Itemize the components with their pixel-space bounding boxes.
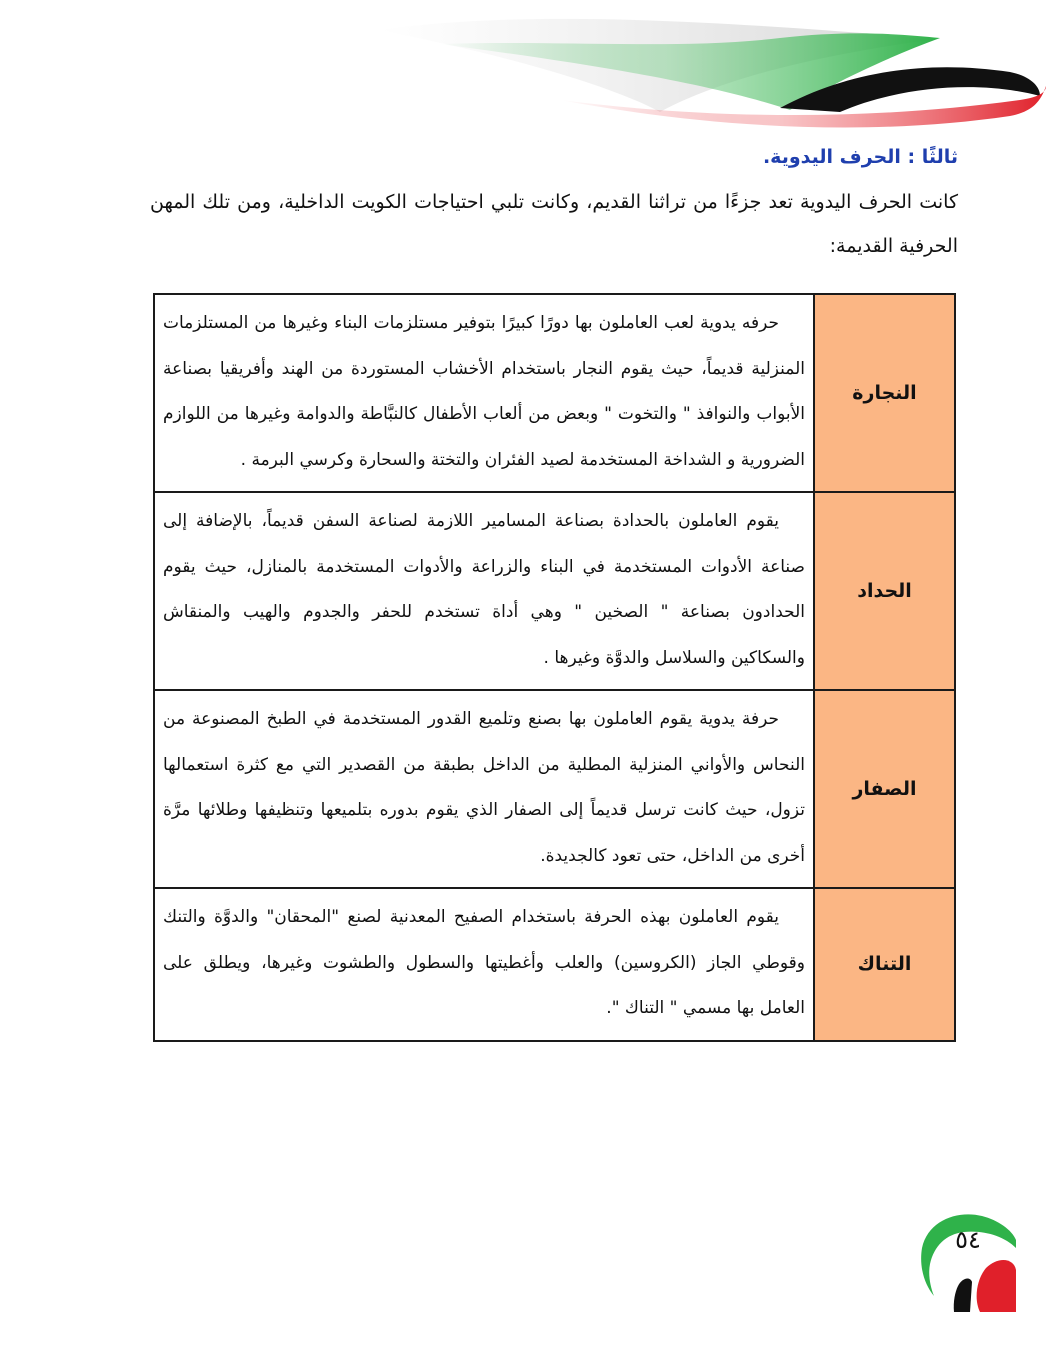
table-row <box>154 690 955 888</box>
craft-name-cell: النجارة <box>814 294 955 492</box>
crafts-table <box>153 293 956 1042</box>
craft-description-cell: حرفه يدوية لعب العاملون بها دورًا كبيرًا بتوفير مستلزمات البناء وغيرها من المستلزمات المنزلية قديماً، حيث يقوم النجار باستخدام الأخشاب المستوردة من الهند وأفريقيا بصناعة الأبواب والنوافذ " والتخوت " وبعض من ألعاب الأطفال كالنبَّاطة والدوامة وغيرها من اللوازم الضرورية و الشداخة المستخدمة لصيد الفئران والتختة والسحارة وكرسي البرمة . <box>154 294 814 492</box>
table-row <box>154 888 955 1041</box>
craft-description-cell: حرفة يدوية يقوم العاملون بها بصنع وتلميع القدور المستخدمة في الطبخ المصنوعة من النحاس والأواني المنزلية المطلية من الداخل بطبقة من القصدير التي مع كثرة استعمالها تزول، حيث كانت ترسل قديماً إلى الصفار الذي يقوم بدوره بتلميعها وتنظيفها وطلائها مرَّة أخرى من الداخل، حتى تعود كالجديدة. <box>154 690 814 888</box>
page-badge-icon <box>918 1208 1018 1312</box>
table-row <box>154 294 955 492</box>
intro-paragraph: كانت الحرف اليدوية تعد جزءًا من تراثنا القديم، وكانت تلبي احتياجات الكويت الداخلية، ومن تلك المهن الحرفية القديمة: <box>150 191 958 257</box>
craft-description-cell: يقوم العاملون بالحدادة بصناعة المسامير اللازمة لصناعة السفن قديماً، بالإضافة إلى صناعة الأدوات المستخدمة في البناء والزراعة والأدوات المستخدمة بالمنازل، حيث يقوم الحدادون بصناعة " الصخين " وهي أداة تستخدم للحفر والجدوم والهيب والمنقاش والسكاكين والسلاسل والدوَّة وغيرها . <box>154 492 814 690</box>
section-title: ثالثًا : الحرف اليدوية. <box>762 146 958 168</box>
craft-description-cell: يقوم العاملون بهذه الحرفة باستخدام الصفيح المعدنية لصنع "المحقان" والدوَّة والتنك وقوطي الجاز (الكروسين) والعلب وأغطيتها والسطول والطشوت وغيرها، ويطلق على العامل بها مسمي " التناك ". <box>154 888 814 1041</box>
craft-name-cell: الصفار <box>814 690 955 888</box>
table-row <box>154 492 955 690</box>
kuwait-flag-wave-icon <box>0 0 1062 130</box>
craft-name-cell: الحداد <box>814 492 955 690</box>
craft-name-cell: التناك <box>814 888 955 1041</box>
page-number: ٥٤ <box>955 1226 981 1254</box>
